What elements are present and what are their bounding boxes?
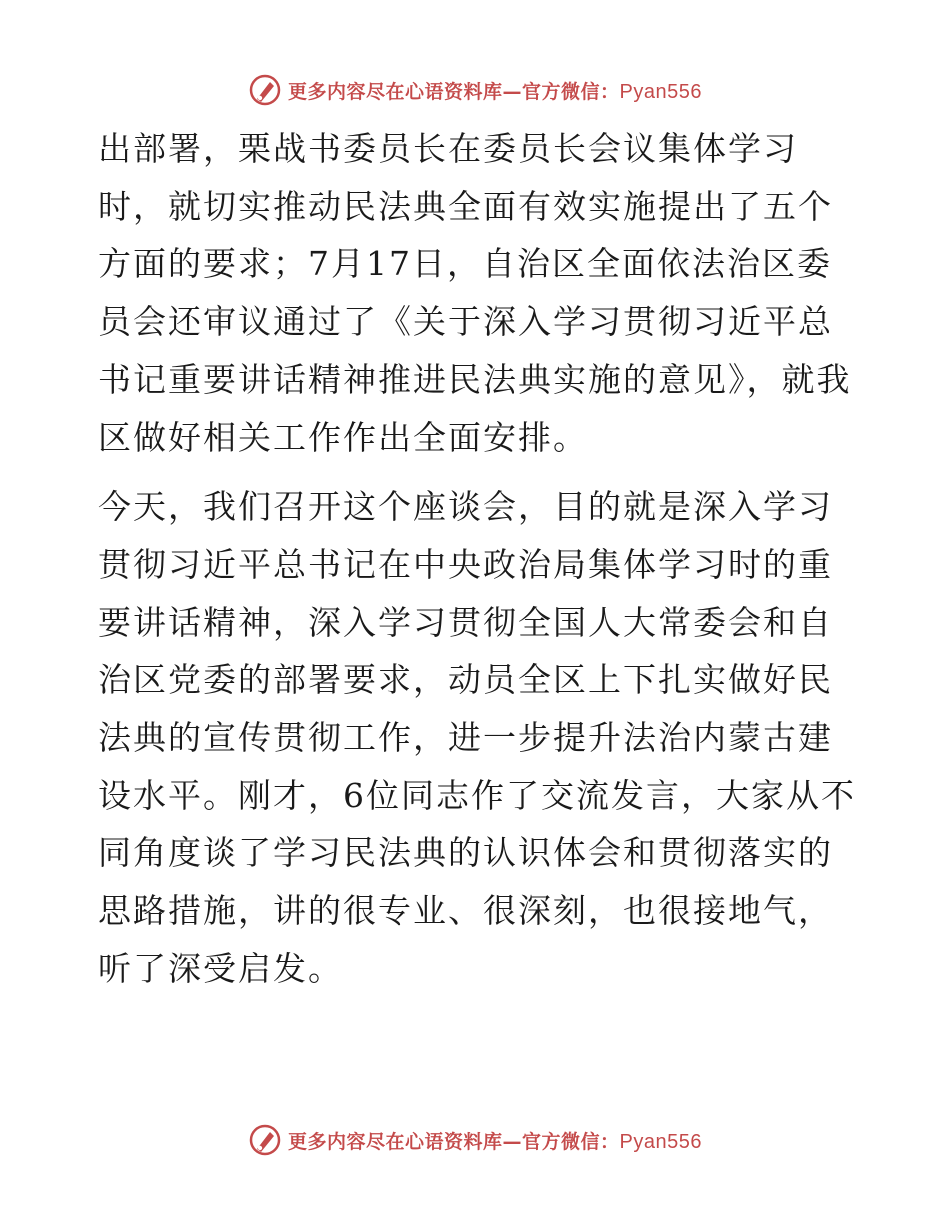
- footer-banner-account: Pyan556: [619, 1130, 702, 1153]
- header-banner-account: Pyan556: [619, 80, 702, 103]
- footer-banner: [0, 1120, 950, 1160]
- header-banner: [0, 70, 950, 110]
- pen-logo-icon: [248, 1123, 282, 1157]
- header-banner-text: 更多内容尽在心语资料库—官方微信：Pyan556: [288, 80, 702, 103]
- pen-logo-icon: [248, 73, 282, 107]
- paragraph-1: 出部署，栗战书委员长在委员长会议集体学习时，就切实推动民法典全面有效实施提出了五个方面的要求；7月17日，自治区全面依法治区委员会还审议通过了《关于深入学习贯彻习近平总书记重要讲话精神推进民法典实施的意见》，就我区做好相关工作作出全面安排。: [98, 129, 852, 457]
- paragraph-2: 今天，我们召开这个座谈会，目的就是深入学习贯彻习近平总书记在中央政治局集体学习时的重要讲话精神，深入学习贯彻全国人大常委会和自治区党委的部署要求，动员全区上下扎实做好民法典的宣传贯彻工作，进一步提升法治内蒙古建设水平。刚才，6位同志作了交流发言，大家从不同角度谈了学习民法典的认识体会和贯彻落实的思路措施，讲的很专业、很深刻，也很接地气，听了深受启发。: [98, 487, 856, 988]
- footer-banner-text: 更多内容尽在心语资料库—官方微信：Pyan556: [288, 1130, 702, 1153]
- document-body: [98, 120, 858, 998]
